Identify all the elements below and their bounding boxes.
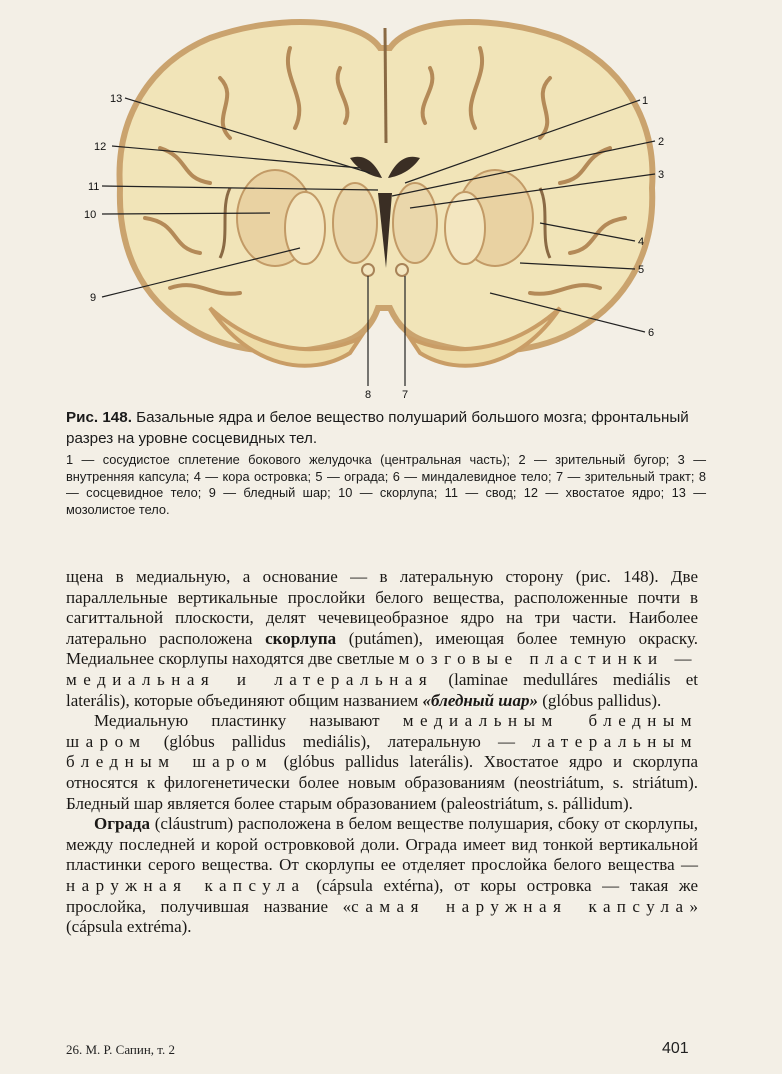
longitudinal-fissure: [385, 28, 386, 143]
callout-6: 6: [648, 327, 655, 339]
callout-7: 7: [402, 389, 409, 401]
callout-9: 9: [90, 292, 97, 304]
signature-mark: 26. М. Р. Сапин, т. 2: [66, 1042, 176, 1057]
callout-11: 11: [88, 181, 100, 193]
brain-section-figure: [60, 8, 720, 408]
callout-12: 12: [94, 141, 107, 153]
figure-caption: [66, 407, 706, 449]
callout-8: 8: [365, 389, 372, 401]
figure-label: Рис. 148.: [66, 409, 132, 426]
paragraph-3: Ограда (cláustrum) расположена в белом веществе полушария, сбоку от скорлупы, между последней и корой островковой доли. Ограда имеет вид тонкой вертикальной пластинки серого вещества. От скорлупы ее отделяет прослойка белого вещества — наружная капсула (cápsula extérna), от коры островка — такая же прослойка, получившая название «самая наружная капсула» (cápsula extréma).: [66, 814, 698, 937]
callout-1: 1: [642, 95, 649, 107]
figure-legend: 1 — сосудистое сплетение бокового желудочка (центральная часть); 2 — зрительный бугор; 3 — внутренняя капсула; 4 — кора островка; 5 — ограда; 6 — миндалевидное тело; 7 — зрительный тракт; 8 — сосцевидное тело; 9 — бледный шар; 10 — скорлупа; 11 — свод; 12 — хвостатое ядро; 13 — мозолистое тело.: [66, 452, 706, 517]
callout-3: 3: [658, 169, 665, 181]
paragraph-2: Медиальную пластинку называют медиальным бледным шаром (glóbus pallidus mediális), латеральную — латеральным бледным шаром (glóbus pallidus laterális). Хвостатое ядро и скорлупа относятся к филогенетически более новым образованиям (neostriátum, s. striátum). Бледный шар является более старым образованием (paleostriátum, s. pállidum).: [66, 711, 698, 813]
callout-13: 13: [110, 93, 123, 105]
callout-5: 5: [638, 264, 645, 276]
callout-10: 10: [84, 209, 97, 221]
paragraph-1: щена в медиальную, а основание — в латеральную сторону (рис. 148). Две параллельные вертикальные прослойки белого вещества, расположенные почти в сагиттальной плоскости, делят чечевицеобразное ядро на три части. Наиболее латерально расположена скорлупа (putámen), имеющая более темную окраску. Медиальнее скорлупы находятся две светлые мозговые пластинки — медиальная и латеральная (laminae medulláres mediális et laterális), которые объединяют общим названием «бледный шар» (glóbus pallidus).: [66, 567, 699, 710]
callout-2: 2: [658, 136, 665, 148]
figure-title: Базальные ядра и белое вещество полушарий большого мозга; фронтальный разрез на уровне сосцевидных тел.: [66, 409, 689, 447]
page-number: 401: [662, 1040, 689, 1057]
body-text: [66, 567, 698, 938]
callout-4: 4: [638, 236, 645, 248]
